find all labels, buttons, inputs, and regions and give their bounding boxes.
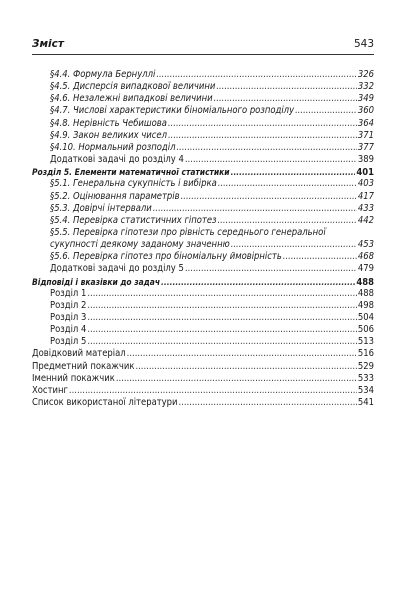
toc-entry-page: 516 <box>357 348 374 360</box>
dot-leader <box>87 300 357 312</box>
toc-entry-title: Список використаної літератури <box>32 397 178 409</box>
toc-entry-title: Розділ 2 <box>50 299 87 311</box>
toc-entry-title: Довідковий матеріал <box>32 348 126 360</box>
toc-entry <box>50 336 374 348</box>
dot-leader <box>283 251 357 263</box>
toc-entry-page: 403 <box>357 178 374 190</box>
toc-entry-title: Іменний покажчик <box>32 372 115 384</box>
dot-leader <box>127 348 357 360</box>
dot-leader <box>295 105 357 117</box>
toc-entry-title: §5.4. Перевірка статистичних гіпотез <box>50 214 217 226</box>
toc-entry-page: 332 <box>357 81 374 93</box>
toc-entry <box>32 373 374 385</box>
dot-leader <box>179 397 357 409</box>
toc-entry-title: §4.8. Нерівність Чебишова <box>50 117 167 129</box>
toc-entry <box>50 69 374 81</box>
toc-entry-title: Додаткові задачі до розділу 4 <box>50 154 184 166</box>
toc-entry-page: 326 <box>357 69 374 80</box>
toc-entry-page: 360 <box>357 105 374 117</box>
toc-entry-title: §4.7. Числові характеристики біноміального розподілу <box>50 105 295 117</box>
toc-entry <box>50 288 374 300</box>
toc-section-heading <box>32 166 374 178</box>
page-header <box>32 37 374 55</box>
dot-leader <box>181 191 357 203</box>
toc-entry-title: §4.9. Закон великих чисел <box>50 129 167 141</box>
toc-entry-page: 371 <box>357 129 374 141</box>
toc-entry <box>50 324 374 336</box>
toc-entry <box>50 81 374 93</box>
toc-entry <box>50 105 374 117</box>
toc-entry <box>50 239 374 251</box>
dot-leader <box>87 288 357 300</box>
dot-leader <box>231 239 357 251</box>
toc-entry <box>50 215 374 227</box>
toc-entry-page: 488 <box>356 276 374 288</box>
toc-entry-page: 534 <box>357 384 374 396</box>
toc-entry <box>50 263 374 275</box>
toc-entry-page: 349 <box>357 93 374 105</box>
toc-entry-title: §5.5. Перевірка гіпотези про рівність середнього генеральної <box>50 226 326 238</box>
toc-section-heading <box>32 276 374 288</box>
dot-leader <box>168 118 357 130</box>
toc-entry-title: §5.1. Генеральна сукупність і вибірка <box>50 178 217 190</box>
dot-leader <box>231 166 356 178</box>
dot-leader <box>87 312 357 324</box>
toc-entry <box>50 300 374 312</box>
toc-entry-page: 488 <box>357 287 374 299</box>
page-number: 543 <box>353 38 374 50</box>
dot-leader <box>185 154 357 166</box>
header-rule <box>32 54 374 55</box>
toc-entry <box>50 191 374 203</box>
dot-leader <box>214 93 357 105</box>
dot-leader <box>135 361 356 373</box>
dot-leader <box>218 178 357 190</box>
toc-entry <box>50 142 374 154</box>
toc-entry <box>32 361 374 373</box>
toc-entry <box>50 154 374 166</box>
dot-leader <box>168 130 357 142</box>
toc-entry <box>50 93 374 105</box>
toc-entry-page: 541 <box>357 397 374 409</box>
toc-entry-page: 468 <box>357 251 374 263</box>
toc-entry <box>50 251 374 263</box>
toc-entry-page: 504 <box>357 312 374 323</box>
dot-leader <box>156 69 357 81</box>
toc-entry-title: Відповіді і вказівки до задач <box>32 276 161 287</box>
toc-entry-title: Розділ 4 <box>50 324 87 336</box>
toc-entry-title: Розділ 5 <box>50 336 87 348</box>
dot-leader <box>87 336 357 348</box>
toc-entry-title: Розділ 3 <box>50 312 87 323</box>
toc-entry-page: 417 <box>357 190 374 202</box>
toc-entry-page: 533 <box>357 372 374 384</box>
toc-entry-page: 389 <box>357 154 374 166</box>
toc-entry-title: §4.10. Нормальний розподіл <box>50 141 176 153</box>
toc-entry <box>50 118 374 130</box>
toc-entry-title: Предметний покажчик <box>32 360 135 372</box>
toc-entry-title: §4.5. Дисперсія випадкової величини <box>50 81 216 93</box>
toc-entry-page: 433 <box>357 202 374 214</box>
toc-entry-page: 377 <box>357 141 374 153</box>
toc-entry-page: 453 <box>357 239 374 251</box>
toc-entry <box>50 130 374 142</box>
toc-entry-title: §5.3. Довірчі інтервали <box>50 202 152 214</box>
dot-leader <box>218 215 357 227</box>
toc-entry <box>32 348 374 360</box>
toc-entry-page: 498 <box>357 299 374 311</box>
toc-entry <box>32 397 374 409</box>
toc-entry <box>50 178 374 190</box>
toc-entry-page: 506 <box>357 324 374 336</box>
toc-entry-page: 401 <box>356 167 374 179</box>
toc-entry-page: 529 <box>357 360 374 372</box>
dot-leader <box>161 276 355 288</box>
toc-entry-page: 442 <box>357 214 374 226</box>
toc-entry-page: 364 <box>357 117 374 129</box>
toc-entry-title: §4.4. Формула Бернуллі <box>50 69 156 80</box>
dot-leader <box>216 81 357 93</box>
header-title: Зміст <box>32 38 64 50</box>
dot-leader <box>185 263 357 275</box>
toc-entry-page: 479 <box>357 263 374 275</box>
toc-entry-page: 513 <box>357 336 374 348</box>
toc-entry-title: Додаткові задачі до розділу 5 <box>50 263 184 275</box>
toc-entry <box>50 312 374 324</box>
toc-entry-title: Хостинг <box>32 384 68 396</box>
toc-entry-title: сукупності деякому заданому значенню <box>50 239 230 251</box>
toc-entry-title: Розділ 1 <box>50 287 87 299</box>
toc-entry-title: Розділ 5. Елементи математичної статистики <box>32 167 230 178</box>
toc-entry-title: §4.6. Незалежні випадкові величини <box>50 93 213 105</box>
dot-leader <box>177 142 357 154</box>
toc-entry-title: §5.6. Перевірка гіпотез про біноміальну ймовірність <box>50 251 282 263</box>
toc-entry <box>32 385 374 397</box>
dot-leader <box>87 324 357 336</box>
dot-leader <box>153 203 357 215</box>
dot-leader <box>69 385 357 397</box>
dot-leader <box>116 373 357 385</box>
toc-entry-title: §5.2. Оцінювання параметрів <box>50 190 180 202</box>
toc-entry <box>50 203 374 215</box>
